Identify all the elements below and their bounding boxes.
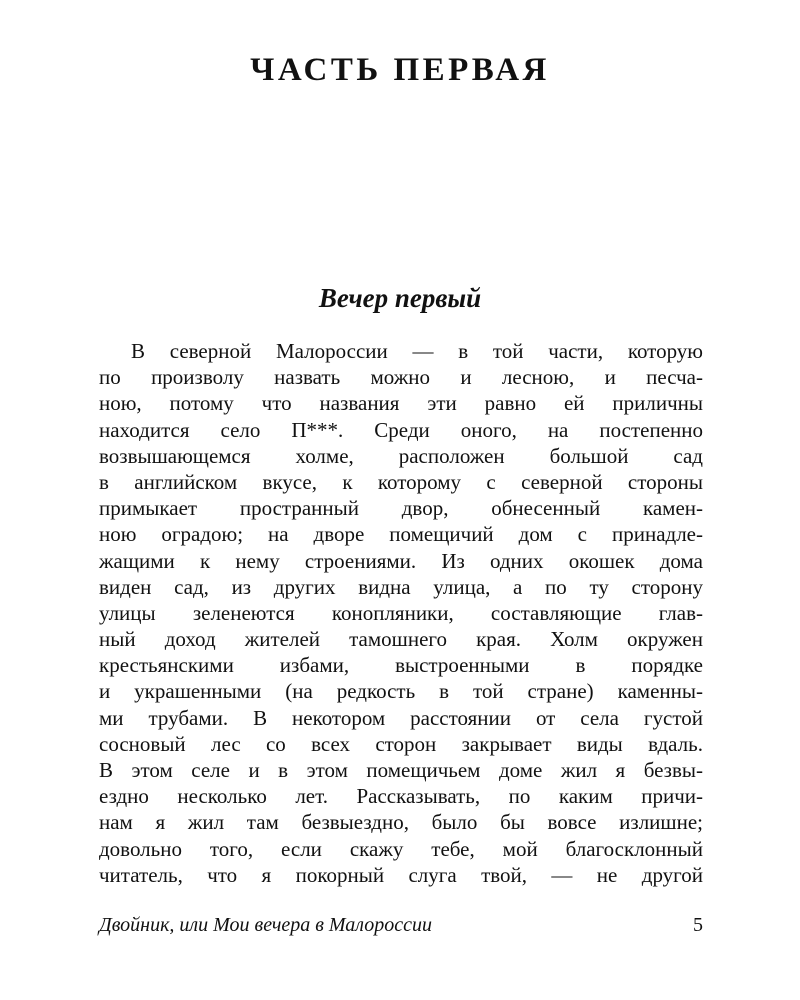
text-line: примыкает пространный двор, обнесенный камен- [99, 496, 703, 521]
text-line: ездно несколько лет. Рассказывать, по каким причи- [99, 784, 703, 809]
page-number: 5 [693, 914, 703, 936]
text-line: сосновый лес со всех сторон закрывает виды вдаль. [99, 731, 703, 756]
text-line: ною, потому что названия эти равно ей приличны [99, 391, 703, 416]
text-line: В этом селе и в этом помещичьем доме жил я безвы- [99, 758, 703, 782]
page-footer [99, 914, 703, 940]
text-line: в английском вкусе, к которому с северной стороны [99, 469, 703, 494]
text-line: возвышающемся холме, расположен большой сад [99, 443, 703, 468]
text-line: крестьянскими избами, выстроенными в порядке [99, 653, 703, 678]
text-line: виден сад, из других видна улица, а по ту сторону [99, 574, 703, 599]
running-title: Двойник, или Мои вечера в Малороссии [99, 914, 433, 936]
text-line: ный доход жителей тамошнего края. Холм окружен [99, 627, 703, 652]
text-line: находится село П***. Среди оного, на постепенно [99, 417, 703, 442]
chapter-title: Вечер первый [318, 283, 482, 313]
part-title: ЧАСТЬ ПЕРВАЯ [250, 52, 550, 88]
text-line: довольно того, если скажу тебе, мой благосклонный [99, 836, 703, 861]
text-line: ною оградою; на дворе помещичий дом с принадле- [99, 522, 703, 547]
text-line: и украшенными (на редкость в той стране) каменны- [99, 679, 703, 704]
text-line: по произволу назвать можно и лесною, и песча- [99, 365, 703, 390]
text-line: ми трубами. В некотором расстоянии от села густой [99, 705, 703, 730]
text-line: В северной Малороссии — в той части, которую [131, 339, 703, 363]
text-line: читатель, что я покорный слуга твой, — не другой [99, 862, 703, 887]
text-line: нам я жил там безвыездно, было бы вовсе излишне; [99, 810, 703, 835]
body-text [99, 338, 703, 888]
text-line: улицы зеленеются конопляники, составляющие глав- [99, 600, 703, 625]
text-line: жащими к нему строениями. Из одних окошек дома [99, 548, 703, 573]
